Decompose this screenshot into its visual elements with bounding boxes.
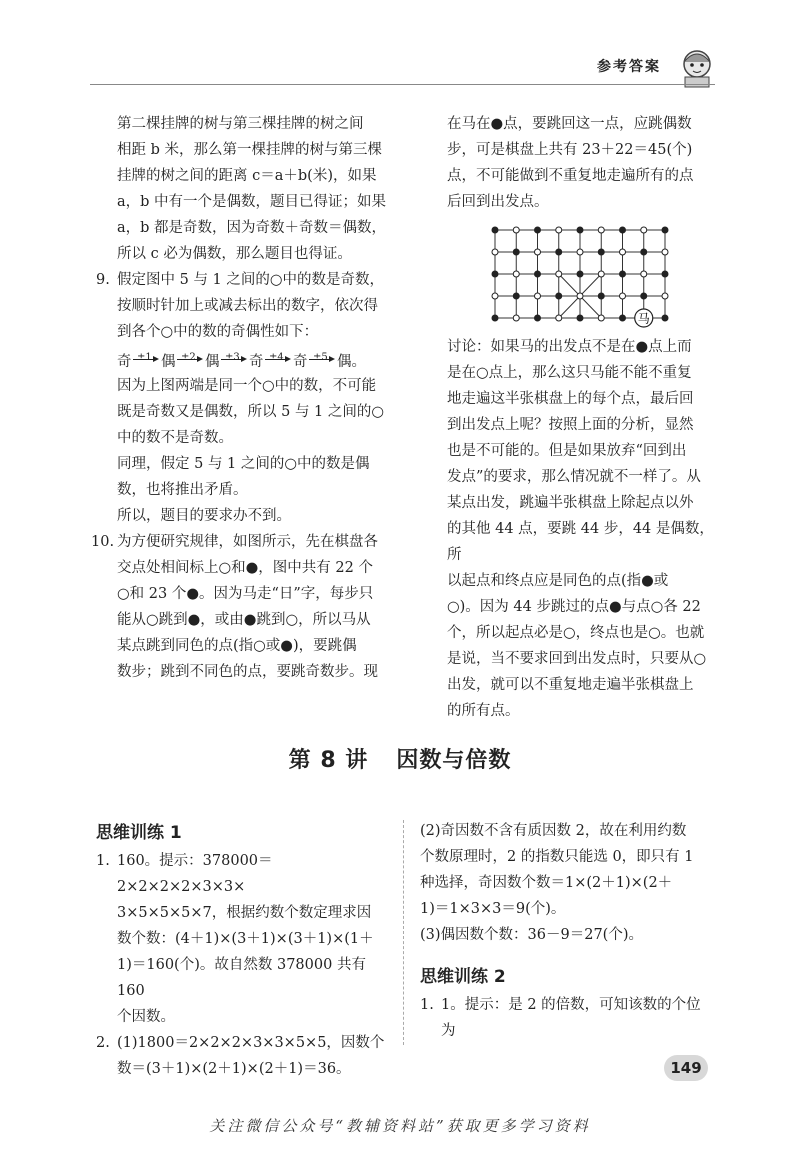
black-point bbox=[620, 227, 626, 233]
section-1: 思维训练 1 1. 160。提示：378000＝2×2×2×2×3×3× 3×5×5×5×7，根据约数个数定理求因 数个数：(4＋1)×(3＋1)×(3＋1)×(1＋ 1)＝160(个)。故自然数 378000 共有 160 个因数。 2. (1)1800＝2×2×2×3×3×5×5，因数个 数＝(3＋1)×(2＋1)×(2＋1)＝36。 bbox=[96, 818, 396, 1082]
white-point bbox=[577, 249, 583, 255]
white-point bbox=[556, 315, 562, 321]
white-point bbox=[535, 293, 541, 299]
black-point bbox=[513, 293, 519, 299]
chapter-title: 第 8 讲 因数与倍数 bbox=[288, 748, 512, 773]
white-point bbox=[577, 293, 583, 299]
black-point bbox=[513, 249, 519, 255]
white-point bbox=[598, 271, 604, 277]
white-point bbox=[513, 271, 519, 277]
black-point bbox=[535, 315, 541, 321]
black-point bbox=[641, 293, 647, 299]
answer-10: 10. 为方便研究规律，如图所示，先在棋盘各 交点处相间标上○和●，图中共有 22 个 ○和 23 个●。因为马走“日”字，每步只 能从○跳到●，或由●跳到○，所以马从 某点跳到同色的点(指○或●)，要跳偶 数步；跳到不同色的点，要跳奇数步。现 bbox=[91, 534, 378, 680]
white-point bbox=[598, 315, 604, 321]
black-point bbox=[556, 293, 562, 299]
black-point bbox=[556, 249, 562, 255]
horse-marker bbox=[635, 309, 653, 327]
previous-answer-continuation: 第二棵挂牌的树与第三棵挂牌的树之间 相距 b 米，那么第一棵挂牌的树与第三棵 挂牌的树之间的距离 c＝a＋b(米)，如果 a，b 中有一个是偶数，题目已得证；如果 a，b 都是奇数，因为奇数＋奇数＝偶数， 所以 c 必为偶数，那么题目也得证。 bbox=[117, 116, 387, 262]
white-point bbox=[662, 249, 668, 255]
header-rule bbox=[90, 84, 715, 85]
white-point bbox=[535, 249, 541, 255]
black-point bbox=[598, 293, 604, 299]
svg-text:马: 马 bbox=[637, 311, 650, 326]
answer-9: 9. 假定图中 5 与 1 之间的○中的数是奇数， 按顺时针加上或减去标出的数字，依次得 到各个○中的数的奇偶性如下： 奇 ±1 偶 ±2 偶 ±3 奇 ±4 奇 ±5 偶。 因为上图两端是同一个○中的数，不可能 既是奇数又是偶数，所以 5 与 1 之间的○ 中的数不是奇数。 同理，假定 5 与 1 之间的○中的数是偶 数，也将推出矛盾。 所以，题目的要求办不到。 bbox=[96, 267, 396, 529]
black-point bbox=[662, 227, 668, 233]
left-column bbox=[91, 111, 396, 685]
parity-chain: 奇 ±1 偶 ±2 偶 ±3 奇 ±4 奇 ±5 偶。 bbox=[117, 352, 366, 370]
black-point bbox=[662, 271, 668, 277]
white-point bbox=[641, 227, 647, 233]
white-point bbox=[492, 293, 498, 299]
chessboard-diagram bbox=[480, 220, 680, 330]
white-point bbox=[492, 249, 498, 255]
black-point bbox=[492, 271, 498, 277]
page-number: 149 bbox=[664, 1055, 708, 1081]
black-point bbox=[641, 249, 647, 255]
black-point bbox=[577, 271, 583, 277]
section-1-continued: (2)奇因数不含有质因数 2，故在利用约数 个数原理时，2 的指数只能选 0，即只有 1 种选择，奇因数个数＝1×(2＋1)×(2＋ 1)＝1×3×3＝9(个)。 (3)偶因数个数：36－9＝27(个)。 思维训练 2 1. 1。提示：是 2 的倍数，可知该数的个位为 bbox=[420, 818, 710, 1044]
black-point bbox=[620, 271, 626, 277]
white-point bbox=[513, 227, 519, 233]
white-point bbox=[556, 271, 562, 277]
white-point bbox=[620, 249, 626, 255]
answers-header: 参考答案 bbox=[597, 59, 661, 75]
white-point bbox=[513, 315, 519, 321]
white-point bbox=[598, 227, 604, 233]
black-point bbox=[535, 227, 541, 233]
black-point bbox=[662, 315, 668, 321]
white-point bbox=[662, 293, 668, 299]
black-point bbox=[577, 227, 583, 233]
answer-10-continuation: 在马在●点，要跳回这一点，应跳偶数 步，可是棋盘上共有 23＋22＝45(个) 点，不可能做到不重复地走遍所有的点 后回到出发点。 bbox=[447, 116, 694, 210]
black-point bbox=[492, 227, 498, 233]
footer-note: 关注微信公众号“教辅资料站”获取更多学习资料 bbox=[209, 1117, 591, 1135]
section-2-heading: 思维训练 2 bbox=[420, 967, 506, 987]
section-1-heading: 思维训练 1 bbox=[96, 823, 182, 843]
black-point bbox=[492, 315, 498, 321]
black-point bbox=[577, 315, 583, 321]
white-point bbox=[620, 293, 626, 299]
black-point bbox=[598, 249, 604, 255]
black-point bbox=[620, 315, 626, 321]
discussion: 讨论：如果马的出发点不是在●点上而 是在○点上，那么这只马能不能不重复 地走遍这半张棋盘上的每个点，最后回 到出发点上呢？按照上面的分析，显然 也是不可能的。但是如果放弃“回到出 发点”的要求，那么情况就不一样了。从 某点出发，跳遍半张棋盘上除起点以外 的其他 44 点，要跳 44 步，44 是偶数，所 以起点和终点应是同色的点(指●或 ○)。因为 44 步跳过的点●与点○各 22 个，所以起点必是○，终点也是○。也就 是说，当不要求回到出发点时，只要从○ 出发，就可以不重复地走遍半张棋盘上 的所有点。 bbox=[447, 339, 714, 719]
white-point bbox=[641, 271, 647, 277]
black-point bbox=[535, 271, 541, 277]
right-column bbox=[447, 111, 717, 215]
white-point bbox=[556, 227, 562, 233]
column-divider bbox=[403, 820, 404, 1045]
